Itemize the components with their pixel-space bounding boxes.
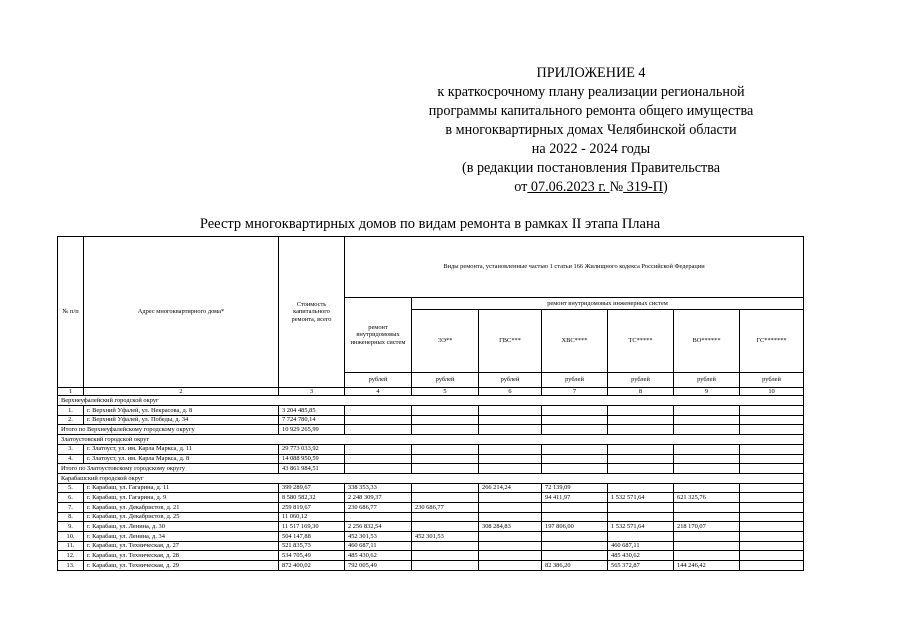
row-gvs — [479, 561, 542, 571]
row-internal-systems — [345, 444, 412, 454]
row-gvs — [479, 493, 542, 503]
row-ee — [412, 541, 479, 551]
row-gs — [740, 415, 804, 425]
row-gs — [740, 454, 804, 464]
header-internal-systems: ремонт внутридомовых инженерных систем — [345, 298, 412, 373]
row-hvs: 197 806,00 — [542, 522, 608, 532]
column-number: 2 — [84, 388, 279, 396]
column-number: 4 — [345, 388, 412, 396]
table-row — [58, 532, 804, 542]
total-label: Итого по Златоустовскому городскому округу — [58, 464, 279, 474]
unit-cell: рублей — [479, 373, 542, 388]
row-hvs: 94 411,97 — [542, 493, 608, 503]
row-ts — [608, 512, 674, 522]
total-row — [58, 464, 804, 474]
header-gvs: ГВС*** — [479, 310, 542, 373]
row-address: г. Карабаш, ул. Техническая, д. 29 — [84, 561, 279, 571]
column-number: 9 — [674, 388, 740, 396]
register-title: Реестр многоквартирных домов по видам ремонта в рамках II этапа Плана — [199, 216, 661, 232]
row-gvs — [479, 444, 542, 454]
row-ts: 1 532 571,64 — [608, 522, 674, 532]
header-row — [58, 237, 804, 298]
row-ts — [608, 444, 674, 454]
row-total-cost: 3 204 485,85 — [279, 406, 345, 416]
number-sign: № — [609, 179, 624, 195]
row-total-cost: 14 088 950,59 — [279, 454, 345, 464]
row-ts: 565 372,87 — [608, 561, 674, 571]
row-internal-systems — [345, 454, 412, 464]
column-numbers-row — [58, 388, 804, 396]
row-gs — [740, 551, 804, 561]
column-number: 3 — [279, 388, 345, 396]
row-number: 12. — [58, 551, 84, 561]
empty-cell — [740, 425, 804, 435]
row-ts — [608, 502, 674, 512]
row-number: 13. — [58, 561, 84, 571]
row-vo — [674, 415, 740, 425]
row-gvs — [479, 406, 542, 416]
row-vo — [674, 406, 740, 416]
row-vo — [674, 532, 740, 542]
row-internal-systems — [345, 512, 412, 522]
column-number: 6 — [479, 388, 542, 396]
row-gs — [740, 512, 804, 522]
row-ee — [412, 454, 479, 464]
group-row — [58, 473, 804, 483]
row-gvs — [479, 512, 542, 522]
row-vo — [674, 444, 740, 454]
unit-cell: рублей — [608, 373, 674, 388]
header-address: Адрес многоквартирного дома* — [84, 237, 279, 388]
row-hvs — [542, 502, 608, 512]
row-internal-systems: 2 248 309,37 — [345, 493, 412, 503]
row-total-cost: 29 773 033,92 — [279, 444, 345, 454]
table-row — [58, 444, 804, 454]
header-repair-kinds: Виды ремонта, установленные частью 1 статьи 166 Жилищного кодекса Российской Федерации — [345, 237, 804, 298]
row-gs — [740, 561, 804, 571]
total-label: Итого по Верхнеуфалейскому городскому округу — [58, 425, 279, 435]
row-vo — [674, 483, 740, 493]
table-row — [58, 483, 804, 493]
header-num: № п/п — [58, 237, 84, 388]
unit-cell: рублей — [345, 373, 412, 388]
appendix-header — [396, 64, 786, 197]
row-total-cost: 399 289,67 — [279, 483, 345, 493]
resolution-number: 319-П — [623, 179, 663, 195]
resolution-date: 07.06.2023 г. — [527, 179, 610, 195]
empty-cell — [345, 464, 412, 474]
row-gs — [740, 522, 804, 532]
row-ee — [412, 561, 479, 571]
row-ee — [412, 415, 479, 425]
table-row — [58, 522, 804, 532]
row-address: г. Карабаш, ул. Ленина, д. 34 — [84, 532, 279, 542]
row-gs — [740, 483, 804, 493]
row-total-cost: 259 819,67 — [279, 502, 345, 512]
row-number: 2. — [58, 415, 84, 425]
row-total-cost: 534 705,49 — [279, 551, 345, 561]
row-total-cost: 7 724 780,14 — [279, 415, 345, 425]
row-ts: 460 687,11 — [608, 541, 674, 551]
row-address: г. Карабаш, ул. Декабристов, д. 21 — [84, 502, 279, 512]
row-ts: 1 532 571,64 — [608, 493, 674, 503]
column-number: 5 — [412, 388, 479, 396]
row-vo — [674, 454, 740, 464]
row-hvs — [542, 541, 608, 551]
table-row — [58, 415, 804, 425]
row-total-cost: 872 400,02 — [279, 561, 345, 571]
row-internal-systems: 338 353,33 — [345, 483, 412, 493]
row-ts — [608, 415, 674, 425]
header-ee: ЭЭ** — [412, 310, 479, 373]
group-row — [58, 396, 804, 406]
column-number: 10 — [740, 388, 804, 396]
row-number: 11. — [58, 541, 84, 551]
row-vo — [674, 551, 740, 561]
empty-cell — [345, 425, 412, 435]
header-hvs: ХВС**** — [542, 310, 608, 373]
table-row — [58, 541, 804, 551]
row-gvs: 266 214,24 — [479, 483, 542, 493]
row-internal-systems: 452 301,53 — [345, 532, 412, 542]
group-label: Верхнеуфалейский городской округ — [58, 396, 804, 406]
header-gs: ГС******* — [740, 310, 804, 373]
row-number: 4. — [58, 454, 84, 464]
empty-cell — [608, 464, 674, 474]
appendix-line-6: (в редакции постановления Правительства — [461, 160, 721, 176]
row-hvs — [542, 415, 608, 425]
row-gs — [740, 493, 804, 503]
row-total-cost: 11 517 169,30 — [279, 522, 345, 532]
row-gs — [740, 532, 804, 542]
empty-cell — [542, 464, 608, 474]
appendix-line-5: на 2022 - 2024 годы — [531, 141, 651, 157]
column-number: 8 — [608, 388, 674, 396]
row-number: 3. — [58, 444, 84, 454]
row-internal-systems — [345, 415, 412, 425]
row-address: г. Златоуст, ул. им. Карла Маркса, д. 8 — [84, 454, 279, 464]
row-ee — [412, 522, 479, 532]
row-address: г. Карабаш, ул. Гагарина, д. 9 — [84, 493, 279, 503]
appendix-from: от — [514, 179, 528, 195]
empty-cell — [674, 425, 740, 435]
row-gvs — [479, 541, 542, 551]
group-row — [58, 435, 804, 445]
register-table-body — [58, 237, 804, 571]
row-hvs: 72 139,09 — [542, 483, 608, 493]
row-hvs — [542, 454, 608, 464]
row-number: 5. — [58, 483, 84, 493]
row-gs — [740, 502, 804, 512]
unit-cell: рублей — [740, 373, 804, 388]
total-row — [58, 425, 804, 435]
row-ee — [412, 512, 479, 522]
row-ts — [608, 532, 674, 542]
row-internal-systems: 485 430,62 — [345, 551, 412, 561]
row-internal-systems: 460 687,11 — [345, 541, 412, 551]
row-vo: 621 325,76 — [674, 493, 740, 503]
row-gvs — [479, 415, 542, 425]
empty-cell — [542, 425, 608, 435]
row-address: г. Карабаш, ул. Техническая, д. 27 — [84, 541, 279, 551]
row-number: 7. — [58, 502, 84, 512]
row-total-cost: 8 580 582,32 — [279, 493, 345, 503]
row-vo: 144 246,42 — [674, 561, 740, 571]
row-ts: 485 430,62 — [608, 551, 674, 561]
row-vo — [674, 502, 740, 512]
row-address: г. Верхний Уфалей, ул. Некрасова, д. 8 — [84, 406, 279, 416]
row-address: г. Карабаш, ул. Ленина, д. 30 — [84, 522, 279, 532]
row-gs — [740, 406, 804, 416]
total-cost: 10 929 265,99 — [279, 425, 345, 435]
empty-cell — [674, 464, 740, 474]
header-ts: ТС***** — [608, 310, 674, 373]
appendix-line-1: ПРИЛОЖЕНИЕ 4 — [536, 65, 646, 81]
row-hvs — [542, 406, 608, 416]
row-vo: 218 170,07 — [674, 522, 740, 532]
header-internal-systems-group: ремонт внутридомовых инженерных систем — [412, 298, 804, 310]
total-cost: 43 861 984,51 — [279, 464, 345, 474]
row-gvs — [479, 454, 542, 464]
row-gvs — [479, 502, 542, 512]
column-number: 7 — [542, 388, 608, 396]
table-row — [58, 493, 804, 503]
row-gs — [740, 444, 804, 454]
row-address: г. Верхний Уфалей, ул. Победы, д. 34 — [84, 415, 279, 425]
row-ee — [412, 406, 479, 416]
row-total-cost: 521 835,73 — [279, 541, 345, 551]
row-gvs — [479, 532, 542, 542]
row-vo — [674, 512, 740, 522]
row-vo — [674, 541, 740, 551]
row-internal-systems: 230 686,77 — [345, 502, 412, 512]
row-ee — [412, 493, 479, 503]
row-ee — [412, 483, 479, 493]
row-gvs: 308 284,83 — [479, 522, 542, 532]
row-ee — [412, 551, 479, 561]
row-address: г. Карабаш, ул. Техническая, д. 28 — [84, 551, 279, 561]
appendix-line-3: программы капитального ремонта общего имущества — [428, 103, 754, 119]
row-address: г. Карабаш, ул. Декабристов, д. 25 — [84, 512, 279, 522]
row-hvs — [542, 551, 608, 561]
row-ee — [412, 444, 479, 454]
row-address: г. Карабаш, ул. Гагарина, д. 11 — [84, 483, 279, 493]
row-ts — [608, 483, 674, 493]
row-gs — [740, 541, 804, 551]
unit-cell: рублей — [412, 373, 479, 388]
row-hvs — [542, 512, 608, 522]
row-ts — [608, 406, 674, 416]
empty-cell — [740, 464, 804, 474]
row-gvs — [479, 551, 542, 561]
appendix-line-2: к краткосрочному плану реализации региональной — [437, 84, 745, 100]
row-total-cost: 11 060,12 — [279, 512, 345, 522]
row-internal-systems: 2 256 832,54 — [345, 522, 412, 532]
row-ee: 230 686,77 — [412, 502, 479, 512]
appendix-close-paren: ) — [662, 179, 668, 195]
row-number: 9. — [58, 522, 84, 532]
unit-cell: рублей — [542, 373, 608, 388]
table-row — [58, 454, 804, 464]
group-label: Златоустовский городской округ — [58, 435, 804, 445]
row-number: 10. — [58, 532, 84, 542]
empty-cell — [479, 464, 542, 474]
empty-cell — [479, 425, 542, 435]
row-internal-systems — [345, 406, 412, 416]
row-hvs — [542, 444, 608, 454]
table-row — [58, 502, 804, 512]
table-row — [58, 551, 804, 561]
row-internal-systems: 792 005,49 — [345, 561, 412, 571]
row-address: г. Златоуст, ул. им. Карла Маркса, д. 11 — [84, 444, 279, 454]
header-vo: ВО****** — [674, 310, 740, 373]
appendix-line-7 — [396, 178, 786, 197]
row-total-cost: 504 147,88 — [279, 532, 345, 542]
row-ee: 452 301,53 — [412, 532, 479, 542]
empty-cell — [412, 425, 479, 435]
row-ts — [608, 454, 674, 464]
table-row — [58, 561, 804, 571]
table-row — [58, 406, 804, 416]
row-hvs: 82 386,20 — [542, 561, 608, 571]
unit-cell: рублей — [674, 373, 740, 388]
header-cost: Стоимость капитального ремонта, всего — [279, 237, 345, 388]
row-number: 1. — [58, 406, 84, 416]
empty-cell — [608, 425, 674, 435]
register-table — [57, 236, 804, 571]
row-number: 8. — [58, 512, 84, 522]
table-row — [58, 512, 804, 522]
column-number: 1 — [58, 388, 84, 396]
row-number: 6. — [58, 493, 84, 503]
empty-cell — [412, 464, 479, 474]
row-hvs — [542, 532, 608, 542]
group-label: Карабашский городской округ — [58, 473, 804, 483]
appendix-line-4: в многоквартирных домах Челябинской области — [445, 122, 737, 138]
